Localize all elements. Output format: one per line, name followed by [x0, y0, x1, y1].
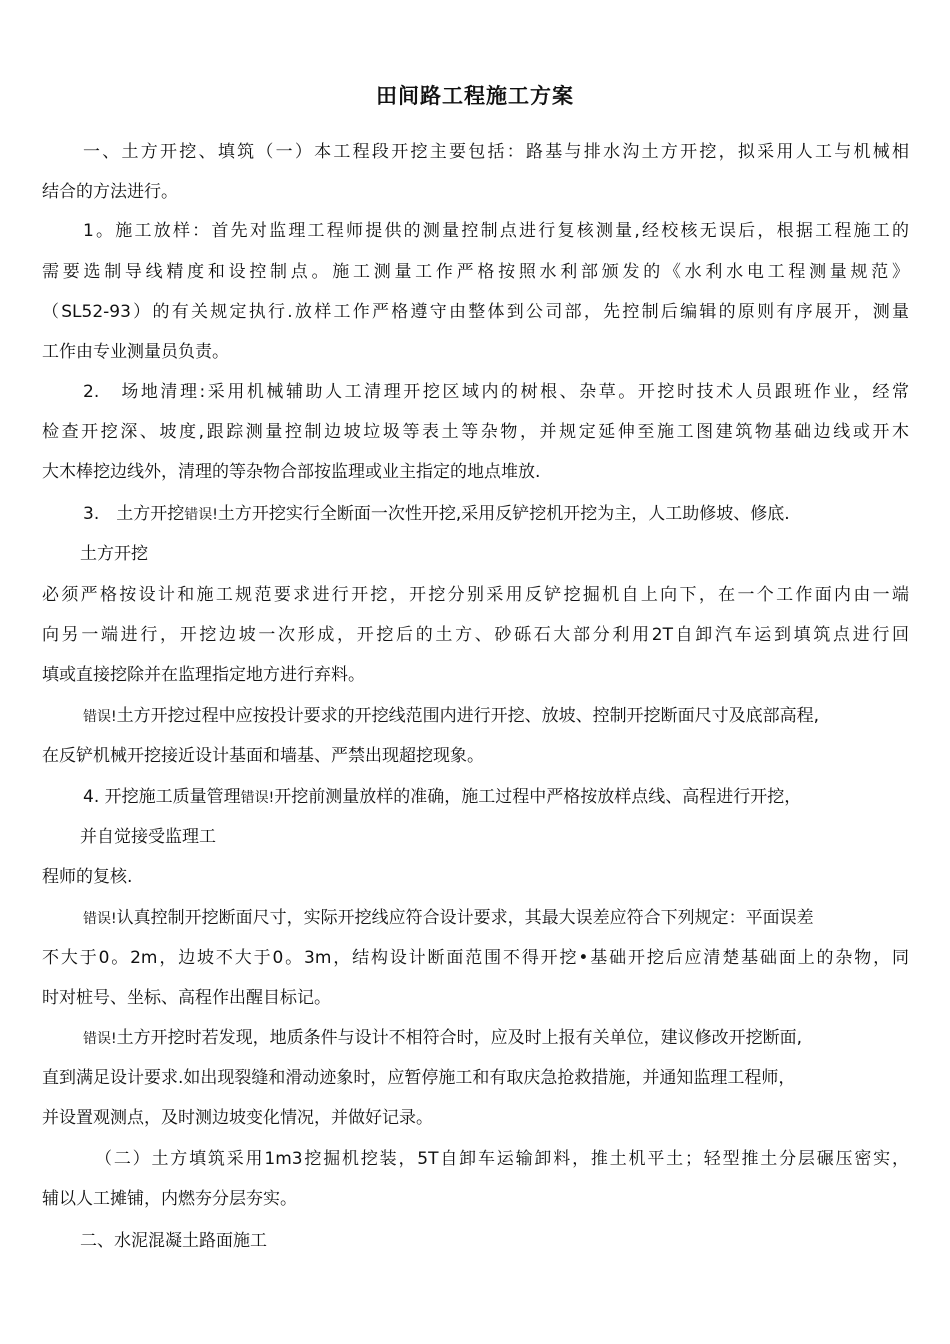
paragraph-line: 并设置观测点，及时测边坡变化情况，并做好记录。: [42, 1108, 433, 1128]
paragraph-line: 时对桩号、坐标、高程作出醒目标记。: [42, 988, 331, 1008]
paragraph-line: 大木棒挖边线外，清理的等杂物合部按监理或业主指定的地点堆放.: [42, 462, 541, 482]
paragraph-line: 不大于0。2m，边坡不大于0。3m，结构设计断面范围不得开挖•基础开挖后应清楚基础面上的杂物，同: [42, 948, 909, 968]
paragraph-line: 1。施工放样：首先对监理工程师提供的测量控制点进行复核测量,经校核无误后，根据工程施工的: [83, 221, 909, 241]
section-heading: 二、水泥混凝土路面施工: [80, 1231, 267, 1251]
paragraph-line: 直到满足设计要求.如出现裂缝和滑动迹象时，应暂停施工和有取庆急抢救措施，并通知监理工程师，: [42, 1068, 796, 1088]
paragraph-line: 在反铲机械开挖接近设计基面和墙基、严禁出现超挖现象。: [42, 746, 484, 766]
paragraph-line: 需要选制导线精度和设控制点。施工测量工作严格按照水利部颁发的《水利水电工程测量规范》: [42, 262, 909, 282]
paragraph-line: 2. 场地清理:采用机械辅助人工清理开挖区域内的树根、杂草。开挖时技术人员跟班作业，经常: [83, 382, 909, 402]
error-marker: 错误!: [83, 911, 117, 927]
paragraph-line: [83, 705, 819, 728]
section-heading: 3. 土方开挖: [83, 504, 185, 524]
paragraph-text: 土方开挖过程中应按投计要求的开挖线范围内进行开挖、放坡、控制开挖断面尺寸及底部高程,: [116, 706, 820, 726]
paragraph-line: [83, 503, 790, 526]
paragraph-line: 并自觉接受监理工: [80, 827, 216, 847]
error-marker: 错误!: [83, 709, 117, 725]
paragraph-line: 结合的方法进行。: [42, 182, 178, 202]
paragraph-line: 向另一端进行，开挖边坡一次形成，开挖后的土方、砂砾石大部分利用2T自卸汽车运到填筑点进行回: [42, 625, 909, 645]
paragraph-line: [83, 786, 801, 809]
paragraph-line: 土方开挖: [80, 544, 148, 564]
paragraph-line: 程师的复核.: [42, 867, 133, 887]
document-title: 田间路工程施工方案: [376, 84, 574, 108]
paragraph-line: 填或直接挖除并在监理指定地方进行弃料。: [42, 665, 365, 685]
paragraph-text: 土方开挖实行全断面一次性开挖,采用反铲挖机开挖为主，人工助修坡、修底.: [217, 504, 790, 524]
paragraph-line: 必须严格按设计和施工规范要求进行开挖，开挖分别采用反铲挖掘机自上向下，在一个工作面内由一端: [42, 585, 909, 605]
paragraph-text: 认真控制开挖断面尺寸，实际开挖线应符合设计要求，其最大误差应符合下列规定：平面误差: [116, 908, 814, 928]
section-heading: 4. 开挖施工质量管理: [83, 787, 241, 807]
paragraph-line: [83, 1027, 802, 1050]
paragraph-line: 一、土方开挖、填筑（一）本工程段开挖主要包括：路基与排水沟土方开挖，拟采用人工与机械相: [83, 142, 909, 162]
paragraph-line: （SL52-93）的有关规定执行.放样工作严格遵守由整体到公司部，先控制后编辑的原则有序展开，测量: [42, 302, 909, 322]
paragraph-line: 检查开挖深、坡度,跟踪测量控制边坡垃圾等表土等杂物，并规定延伸至施工图建筑物基础边线或开木: [42, 422, 909, 442]
error-marker: 错误!: [184, 507, 218, 523]
paragraph-text: 土方开挖时若发现，地质条件与设计不相符合时，应及时上报有关单位，建议修改开挖断面,: [116, 1028, 803, 1048]
paragraph-line: 辅以人工摊铺，内燃夯分层夯实。: [42, 1189, 297, 1209]
paragraph-text: 开挖前测量放样的准确，施工过程中严格按放样点线、高程进行开挖，: [274, 787, 802, 807]
paragraph-line: 工作由专业测量员负责。: [42, 342, 229, 362]
paragraph-line: （二）土方填筑采用1m3挖掘机挖装，5T自卸车运输卸料，推土机平土；轻型推土分层碾压密实，: [95, 1149, 909, 1169]
error-marker: 错误!: [83, 1031, 117, 1047]
paragraph-line: [83, 907, 814, 930]
error-marker: 错误!: [240, 790, 275, 806]
